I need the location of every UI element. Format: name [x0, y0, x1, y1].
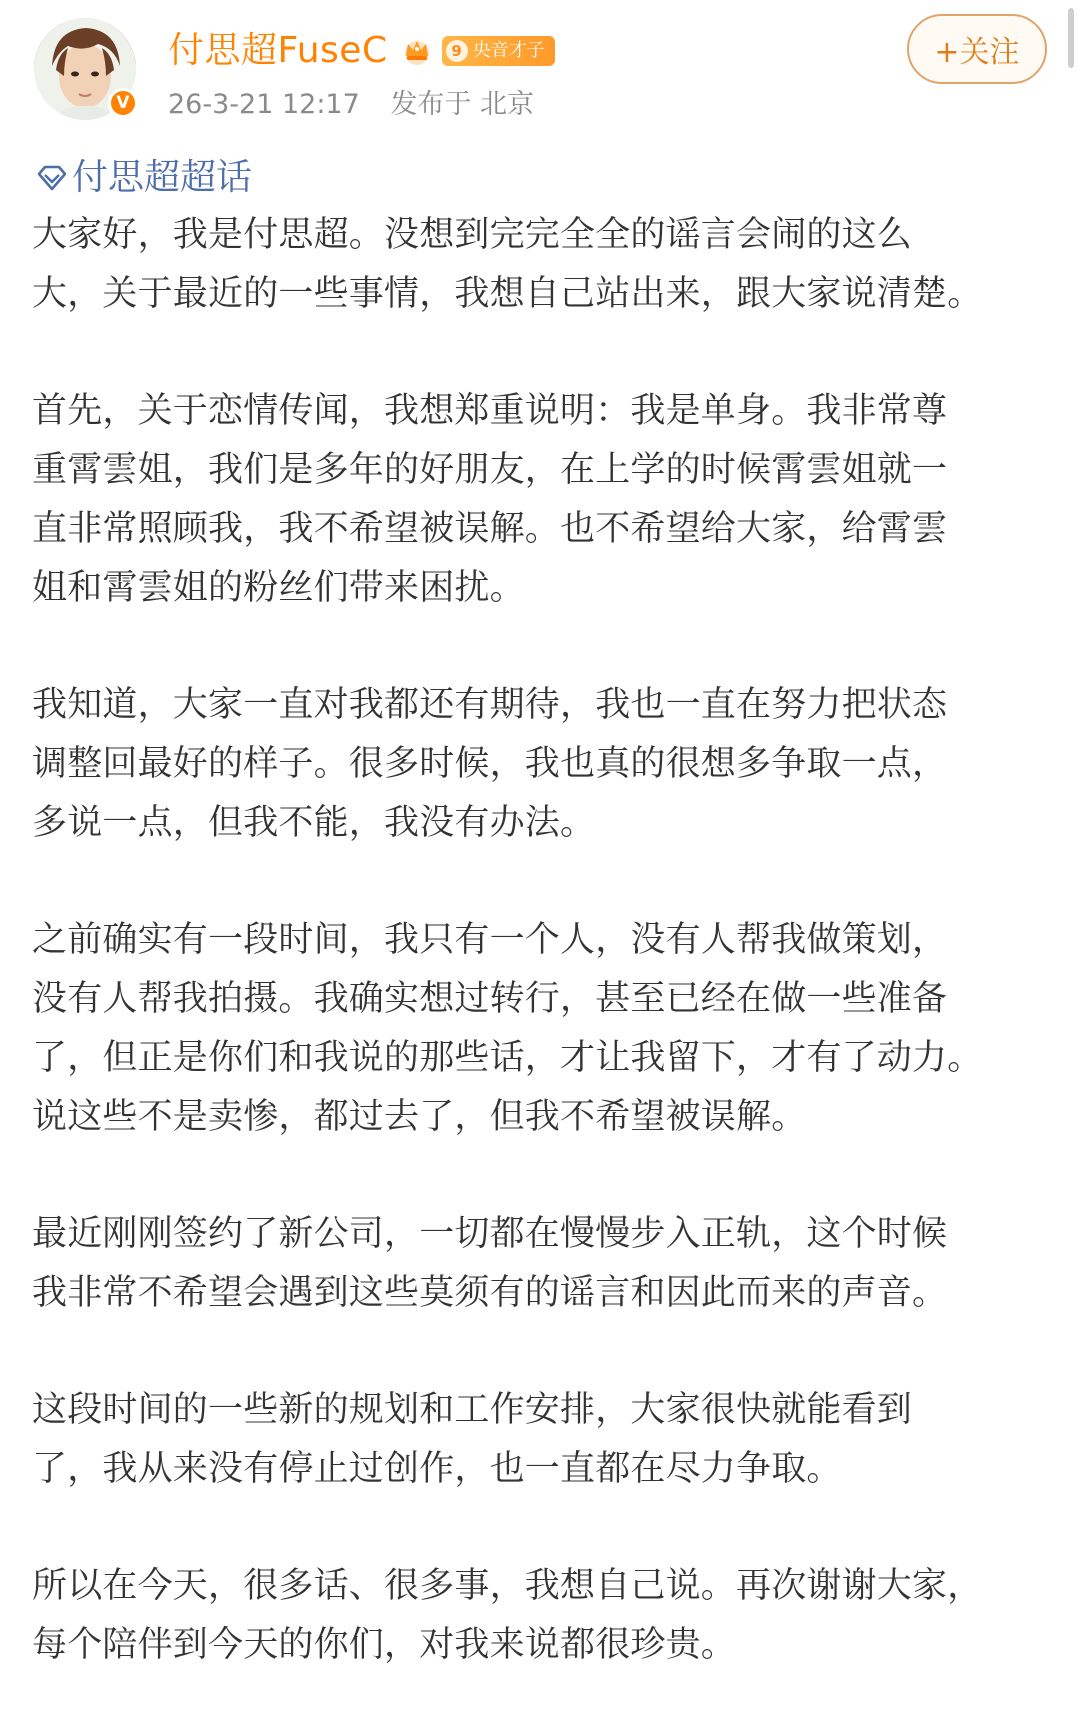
post-paragraph: [32, 206, 1062, 324]
paragraph-line: 这段时间的一些新的规划和工作安排，大家很快就能看到: [32, 1390, 913, 1430]
post-header: [0, 0, 1080, 140]
paragraph-line: 所以在今天，很多话、很多事，我想自己说。再次谢谢大家，: [32, 1566, 983, 1606]
paragraph-line: 我非常不希望会遇到这些莫须有的谣言和因此而来的声音。: [32, 1273, 948, 1313]
paragraph-line: 每个陪伴到今天的你们，对我来说都很珍贵。: [32, 1625, 737, 1665]
level-badge[interactable]: [442, 36, 555, 66]
title-badge-text: 央音才子: [472, 40, 545, 61]
paragraph-line: 直非常照顾我，我不希望被误解。也不希望给大家，给霄雲: [32, 509, 948, 549]
paragraph-line: 大，关于最近的一些事情，我想自己站出来，跟大家说清楚。: [32, 274, 983, 314]
verified-icon: V: [108, 88, 138, 118]
post-location: 发布于 北京: [390, 89, 534, 120]
paragraph-line: 最近刚刚签约了新公司，一切都在慢慢步入正轨，这个时候: [32, 1214, 948, 1254]
paragraph-line: 了，我从来没有停止过创作，也一直都在尽力争取。: [32, 1449, 842, 1489]
topic-tag[interactable]: [36, 152, 252, 204]
author-row: [168, 26, 555, 76]
crown-icon: [400, 34, 434, 68]
paragraph-line: 大家好，我是付思超。没想到完完全全的谣言会闹的这么: [32, 215, 913, 255]
author-name[interactable]: 付思超FuseC: [168, 30, 388, 71]
paragraph-line: 说这些不是卖惨，都过去了，但我不希望被误解。: [32, 1097, 807, 1137]
follow-button[interactable]: +关注: [907, 14, 1047, 84]
paragraph-line: 没有人帮我拍摄。我确实想过转行，甚至已经在做一些准备: [32, 979, 948, 1019]
paragraph-line: 重霄雲姐，我们是多年的好朋友，在上学的时候霄雲姐就一: [32, 450, 948, 490]
post-paragraph: [32, 676, 1062, 853]
paragraph-line: 首先，关于恋情传闻，我想郑重说明：我是单身。我非常尊: [32, 391, 948, 431]
topic-label: 付思超超话: [72, 157, 253, 198]
post-paragraph: [32, 382, 1062, 618]
post-paragraph: [32, 911, 1062, 1147]
post-paragraph: [32, 1557, 1062, 1675]
post-body: [32, 206, 1062, 1733]
paragraph-line: 之前确实有一段时间，我只有一个人，没有人帮我做策划，: [32, 920, 948, 960]
scrollbar[interactable]: [1068, 8, 1074, 68]
post-meta: [168, 86, 534, 124]
paragraph-line: 了，但正是你们和我说的那些话，才让我留下，才有了动力。: [32, 1038, 983, 1078]
level-number: 9: [446, 40, 468, 62]
avatar[interactable]: [34, 18, 136, 120]
post-paragraph: [32, 1205, 1062, 1323]
post-time: 26-3-21 12:17: [168, 89, 360, 120]
paragraph-line: 我知道，大家一直对我都还有期待，我也一直在努力把状态: [32, 685, 948, 725]
diamond-icon: [36, 164, 68, 192]
post-paragraph: [32, 1381, 1062, 1499]
paragraph-line: 多说一点，但我不能，我没有办法。: [32, 803, 596, 843]
paragraph-line: 调整回最好的样子。很多时候，我也真的很想多争取一点，: [32, 744, 948, 784]
paragraph-line: 姐和霄雲姐的粉丝们带来困扰。: [32, 568, 525, 608]
